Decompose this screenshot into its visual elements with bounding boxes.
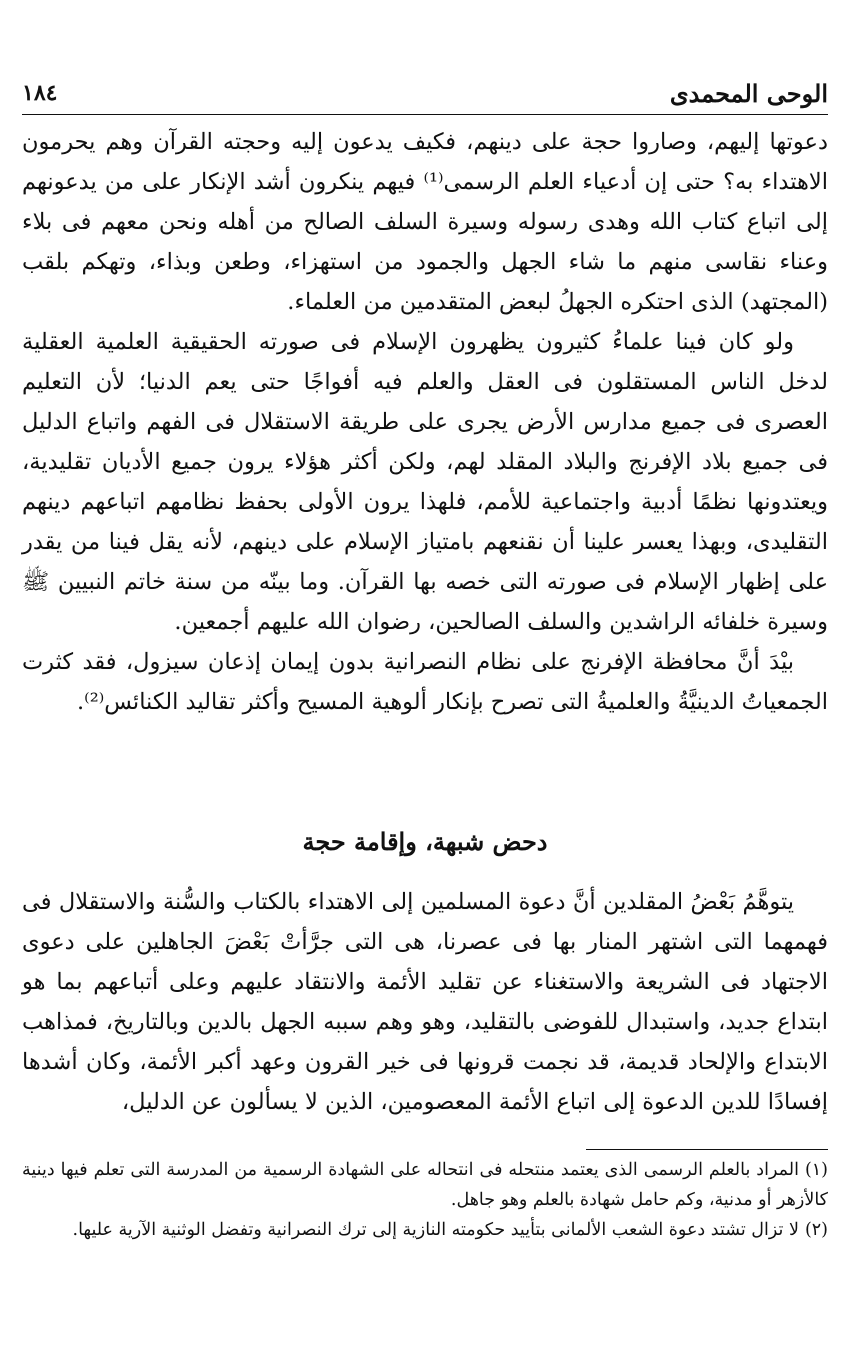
running-title: الوحى المحمدى — [669, 78, 828, 108]
header-rule — [22, 114, 828, 115]
footnote-2-number: (٢) — [804, 1220, 828, 1240]
paragraph-3: بيْدَ أنَّ محافظة الإفرنج على نظام النصرانية بدون إيمان إذعان سيزول، فقد كثرت الجمعياتُ الدينيَّةُ والعلميةُ التى تصرح بإنكار ألوهية المسيح وأكثر تقاليد الكنائس⁽²⁾. — [22, 649, 828, 715]
section — [22, 822, 828, 1122]
footnote-1 — [22, 1155, 828, 1215]
footnote-rule — [586, 1149, 828, 1150]
paragraph-2: ولو كان فينا علماءُ كثيرون يظهرون الإسلام فى صورته الحقيقية العلمية العقلية لدخل الناس المستقلون فى العقل والعلم فيه أفواجًا حتى يعم الدنيا؛ لأن التعليم العصرى فى جميع مدارس الأرض يجرى على طريقة الاستقلال فى الفهم واتباع الدليل فى جميع بلاد الإفرنج والبلاد المقلد لهم، ولكن أكثر هؤلاء يرون جميع الأديان تقليدية، ويعتدونها نظمًا أدبية واجتماعية للأمم، فلهذا يرون الأولى بحفظ نظامهم اتباعهم دينهم التقليدى، وبهذا يعسر علينا أن نقنعهم بامتياز الإسلام على دينهم، لأنه يقل فينا من يقدر على إظهار الإسلام فى صورته التى خصه بها القرآن. وما بينّه من سنة خاتم النبيين ﷺ وسيرة خلفائه الراشدين والسلف الصالحين، رضوان الله عليهم أجمعين. — [22, 329, 828, 635]
section-heading: دحض شبهة، وإقامة حجة — [302, 827, 548, 856]
main-text — [22, 122, 828, 722]
footnote-2-text: لا تزال تشتد دعوة الشعب الألمانى بتأييد حكومته النازية إلى ترك النصرانية وتفضل الوثنية الآرية عليها. — [72, 1220, 799, 1240]
footnote-1-text: المراد بالعلم الرسمى الذى يعتمد منتحله فى انتحاله على الشهادة الرسمية من المدرسة التى تعلم فيها دينية كالأزهر أو مدنية، وكم حامل شهادة بالعلم وهو جاهل. — [22, 1160, 828, 1210]
page-number: ١٨٤ — [22, 80, 58, 106]
footnote-2 — [22, 1215, 828, 1245]
page-header — [22, 74, 828, 112]
paragraph-1: دعوتها إليهم، وصاروا حجة على دينهم، فكيف يدعون إليه وحجته القرآن وهم يحرمون الاهتداء به؟ حتى إن أدعياء العلم الرسمى⁽¹⁾ فيهم ينكرون أشد الإنكار على من يدعونهم إلى اتباع كتاب الله وهدى رسوله وسيرة السلف الصالح من أهله ونحن معهم فى بلاء وعناء نقاسى منهم ما شاء الجهل والجمود من استهزاء، وطعن وبذاء، وتهكم بلقب (المجتهد) الذى احتكره الجهلُ لبعض المتقدمين من العلماء. — [22, 129, 828, 315]
section-paragraph: يتوهَّمُ بَعْضُ المقلدين أنَّ دعوة المسلمين إلى الاهتداء بالكتاب والسُّنة والاستقلال فى فهمهما التى اشتهر المنار بها فى عصرنا، هى التى جرَّأتْ بَعْضَ الجاهلين على دعوى الاجتهاد فى الشريعة والاستغناء عن تقليد الأئمة والانتقاد عليهم وعلى أتباعهم بما هو ابتداع جديد، واستبدال للفوضى بالتقليد، وهو وهم سببه الجهل بالدين وبالتاريخ، فمذاهب الابتداع والإلحاد قديمة، قد نجمت قرونها فى خير القرون وعهد أكبر الأئمة، وكان أشدها إفسادًا للدين الدعوة إلى اتباع الأئمة المعصومين، الذين لا يسألون عن الدليل، — [22, 889, 828, 1115]
footnote-1-number: (١) — [804, 1160, 828, 1180]
footnotes — [22, 1155, 828, 1245]
